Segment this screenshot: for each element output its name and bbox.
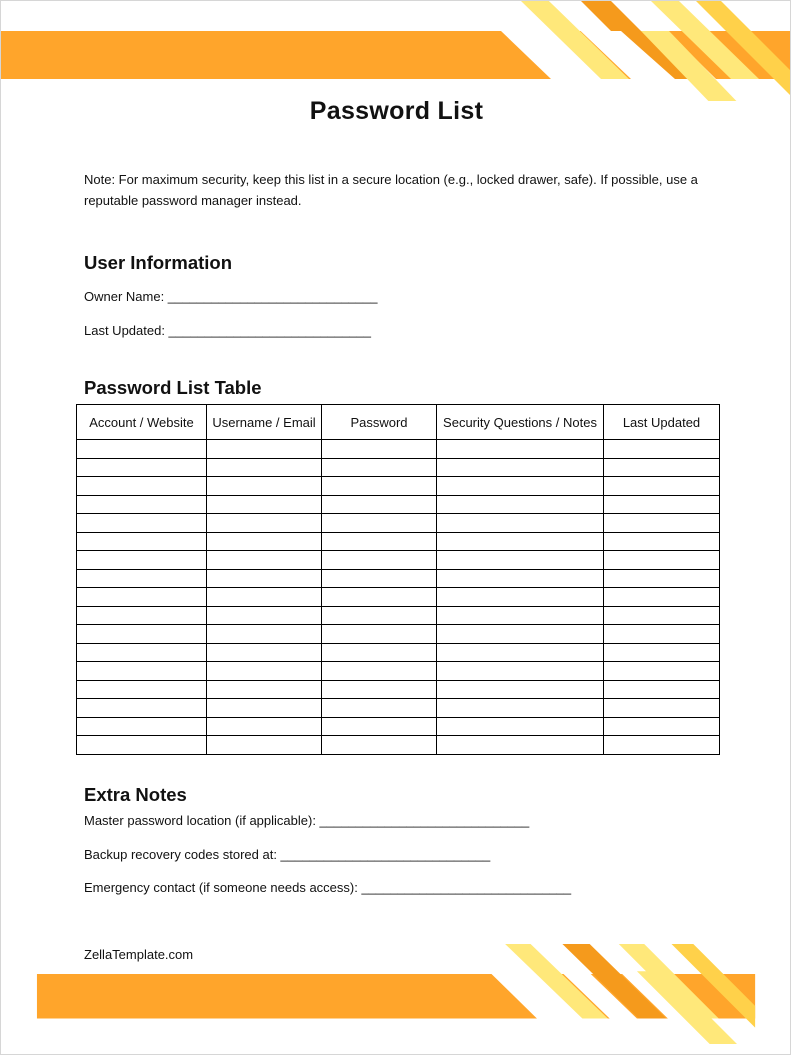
table-cell (604, 514, 720, 533)
table-cell (322, 625, 437, 644)
table-cell (322, 662, 437, 681)
last-updated-field: Last Updated: ____________________________ (84, 323, 371, 338)
table-cell (604, 477, 720, 496)
table-cell (207, 588, 322, 607)
table-row (77, 699, 720, 718)
table-cell (77, 662, 207, 681)
table-cell (322, 458, 437, 477)
table-cell (437, 458, 604, 477)
table-row (77, 625, 720, 644)
security-note: Note: For maximum security, keep this list in a secure location (e.g., locked drawer, safe). If possible, use a reputable password manager instead. (84, 172, 698, 208)
table-cell (77, 551, 207, 570)
table-cell (322, 532, 437, 551)
table-cell (77, 495, 207, 514)
table-cell (207, 514, 322, 533)
table-cell (437, 717, 604, 736)
table-cell (604, 606, 720, 625)
table-cell (437, 625, 604, 644)
table-row (77, 532, 720, 551)
table-row (77, 717, 720, 736)
table-cell (77, 625, 207, 644)
table-cell (437, 440, 604, 459)
table-cell (437, 551, 604, 570)
column-header-account: Account / Website (77, 405, 207, 440)
table-row (77, 662, 720, 681)
table-cell (437, 495, 604, 514)
table-cell (437, 736, 604, 755)
table-cell (604, 569, 720, 588)
table-row (77, 606, 720, 625)
table-cell (437, 699, 604, 718)
table-row (77, 440, 720, 459)
table-cell (604, 440, 720, 459)
table-cell (604, 643, 720, 662)
table-cell (322, 736, 437, 755)
top-decorative-banner (1, 1, 791, 101)
table-cell (604, 680, 720, 699)
table-cell (604, 458, 720, 477)
table-body (77, 440, 720, 755)
table-cell (604, 717, 720, 736)
table-cell (77, 717, 207, 736)
backup-codes-field: Backup recovery codes stored at: _____________________________ (84, 847, 491, 862)
column-header-password: Password (322, 405, 437, 440)
table-cell (322, 643, 437, 662)
table-cell (207, 717, 322, 736)
table-cell (322, 680, 437, 699)
table-cell (207, 662, 322, 681)
table-cell (77, 477, 207, 496)
table-cell (322, 569, 437, 588)
table-cell (207, 551, 322, 570)
table-cell (207, 625, 322, 644)
table-cell (77, 680, 207, 699)
table-cell (437, 532, 604, 551)
table-row (77, 514, 720, 533)
table-cell (604, 625, 720, 644)
table-cell (322, 606, 437, 625)
table-cell (77, 588, 207, 607)
column-header-username: Username / Email (207, 405, 322, 440)
table-cell (604, 551, 720, 570)
column-header-last-updated: Last Updated (604, 405, 720, 440)
table-cell (207, 495, 322, 514)
table-row (77, 569, 720, 588)
table-cell (207, 440, 322, 459)
table-cell (207, 680, 322, 699)
table-cell (322, 514, 437, 533)
table-cell (437, 477, 604, 496)
table-cell (437, 514, 604, 533)
table-cell (207, 532, 322, 551)
emergency-contact-field: Emergency contact (if someone needs access): _____________________________ (84, 880, 572, 895)
table-cell (207, 736, 322, 755)
table-cell (604, 495, 720, 514)
table-cell (77, 643, 207, 662)
table-row (77, 736, 720, 755)
table-cell (322, 440, 437, 459)
table-row (77, 495, 720, 514)
table-cell (207, 458, 322, 477)
table-cell (77, 699, 207, 718)
table-cell (77, 532, 207, 551)
owner-name-field: Owner Name: _____________________________ (84, 289, 378, 304)
table-cell (77, 458, 207, 477)
table-row (77, 680, 720, 699)
table-cell (207, 643, 322, 662)
table-row (77, 643, 720, 662)
page-title: Password List (309, 97, 484, 125)
table-cell (207, 569, 322, 588)
table-cell (77, 440, 207, 459)
table-cell (437, 588, 604, 607)
table-row (77, 477, 720, 496)
bottom-decorative-banner (1, 944, 791, 1044)
table-cell (437, 569, 604, 588)
user-information-heading: User Information (84, 252, 233, 273)
table-cell (322, 477, 437, 496)
column-header-security-notes: Security Questions / Notes (437, 405, 604, 440)
table-row (77, 551, 720, 570)
footer-website: ZellaTemplate.com (84, 947, 194, 962)
extra-notes-heading: Extra Notes (84, 784, 187, 805)
table-cell (322, 551, 437, 570)
table-row (77, 588, 720, 607)
table-cell (207, 606, 322, 625)
password-table (76, 404, 720, 755)
table-cell (437, 662, 604, 681)
table-cell (437, 606, 604, 625)
table-cell (207, 477, 322, 496)
table-cell (604, 662, 720, 681)
table-cell (77, 569, 207, 588)
master-password-location-field: Master password location (if applicable): _____________________________ (84, 813, 530, 828)
table-cell (604, 736, 720, 755)
table-cell (207, 699, 322, 718)
table-cell (77, 736, 207, 755)
table-header-row (77, 405, 720, 440)
table-cell (77, 514, 207, 533)
table-cell (322, 717, 437, 736)
table-cell (322, 699, 437, 718)
table-row (77, 458, 720, 477)
table-cell (322, 588, 437, 607)
table-cell (604, 588, 720, 607)
table-cell (437, 680, 604, 699)
password-table-heading: Password List Table (84, 377, 262, 398)
table-cell (604, 532, 720, 551)
table-cell (604, 699, 720, 718)
table-cell (437, 643, 604, 662)
table-cell (77, 606, 207, 625)
table-cell (322, 495, 437, 514)
